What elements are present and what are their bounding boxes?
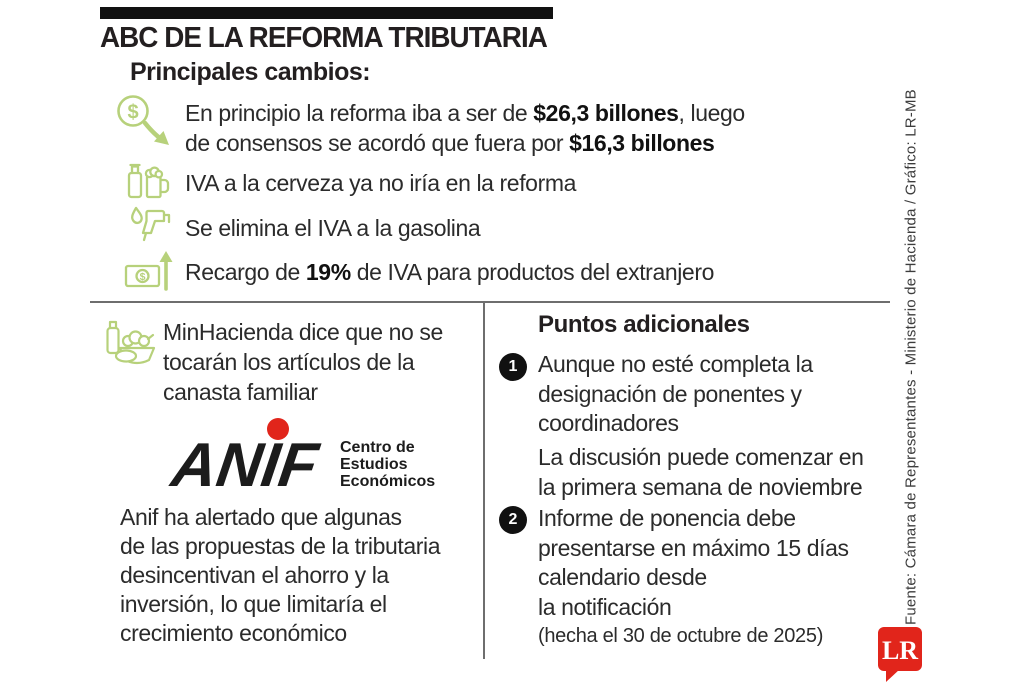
anif-warning-paragraph: Anif ha alertado que algunas de las propuestas de la tributaria desincentivan el ahorro y la inversión, lo que limitaría el crecimiento económico xyxy=(120,504,441,646)
point-2-badge: 2 xyxy=(499,506,527,534)
anif-logo-letters: ANIF xyxy=(167,431,322,500)
section-heading-additional-points: Puntos adicionales xyxy=(538,311,750,338)
title-accent-bar xyxy=(100,7,553,19)
source-credit: Fuente: Cámara de Representantes - Ministerio de Hacienda / Gráfico: LR-MB xyxy=(902,89,920,625)
point-1-badge: 1 xyxy=(499,353,527,381)
change-item-beer: IVA a la cerveza ya no iría en la reforma xyxy=(185,170,576,196)
point-2-note: (hecha el 30 de octubre de 2025) xyxy=(538,625,824,647)
grocery-basket-icon xyxy=(100,315,158,373)
change1-text-mid: , luego xyxy=(678,100,745,126)
imported-goods-icon xyxy=(123,247,175,297)
change4-percentage: 19% xyxy=(305,259,351,285)
vertical-divider xyxy=(483,301,485,659)
change1-amount-final: $16,3 billones xyxy=(569,130,715,156)
point-1-subtext: La discusión puede comenzar en la primera semana de noviembre xyxy=(538,444,864,500)
change1-amount-initial: $26,3 billones xyxy=(533,100,679,126)
change4-text-pre: Recargo de xyxy=(185,259,306,285)
change1-text-pre2: de consensos se acordó que fuera por xyxy=(185,130,570,156)
beer-icon xyxy=(124,160,174,204)
point-1-text: Aunque no esté completa la designación de ponentes y coordinadores xyxy=(538,351,813,436)
lr-logo-text: LR xyxy=(881,636,919,665)
svg-text:$: $ xyxy=(127,101,139,124)
change-item-surcharge xyxy=(185,257,714,287)
svg-text:$: $ xyxy=(139,271,146,283)
anif-logo xyxy=(167,425,436,500)
minhacienda-statement: MinHacienda dice que no se tocarán los artículos de la canasta familiar xyxy=(163,319,443,405)
horizontal-divider xyxy=(90,301,890,303)
change1-text-pre: En principio la reforma iba a ser de xyxy=(185,100,534,126)
section-heading-main-changes: Principales cambios: xyxy=(130,58,371,86)
fuel-icon xyxy=(126,204,174,246)
change-item-gasoline: Se elimina el IVA a la gasolina xyxy=(185,215,481,241)
anif-logo-tagline: Centro de Estudios Económicos xyxy=(340,439,436,490)
money-decrease-icon xyxy=(112,92,182,158)
lr-logo xyxy=(877,626,925,683)
change-item-amount xyxy=(185,98,745,158)
page-title: ABC DE LA REFORMA TRIBUTARIA xyxy=(100,22,547,54)
point-2-text: Informe de ponencia debe presentarse en máximo 15 días calendario desde la notificación xyxy=(538,505,849,620)
change4-text-post: de IVA para productos del extranjero xyxy=(350,259,714,285)
